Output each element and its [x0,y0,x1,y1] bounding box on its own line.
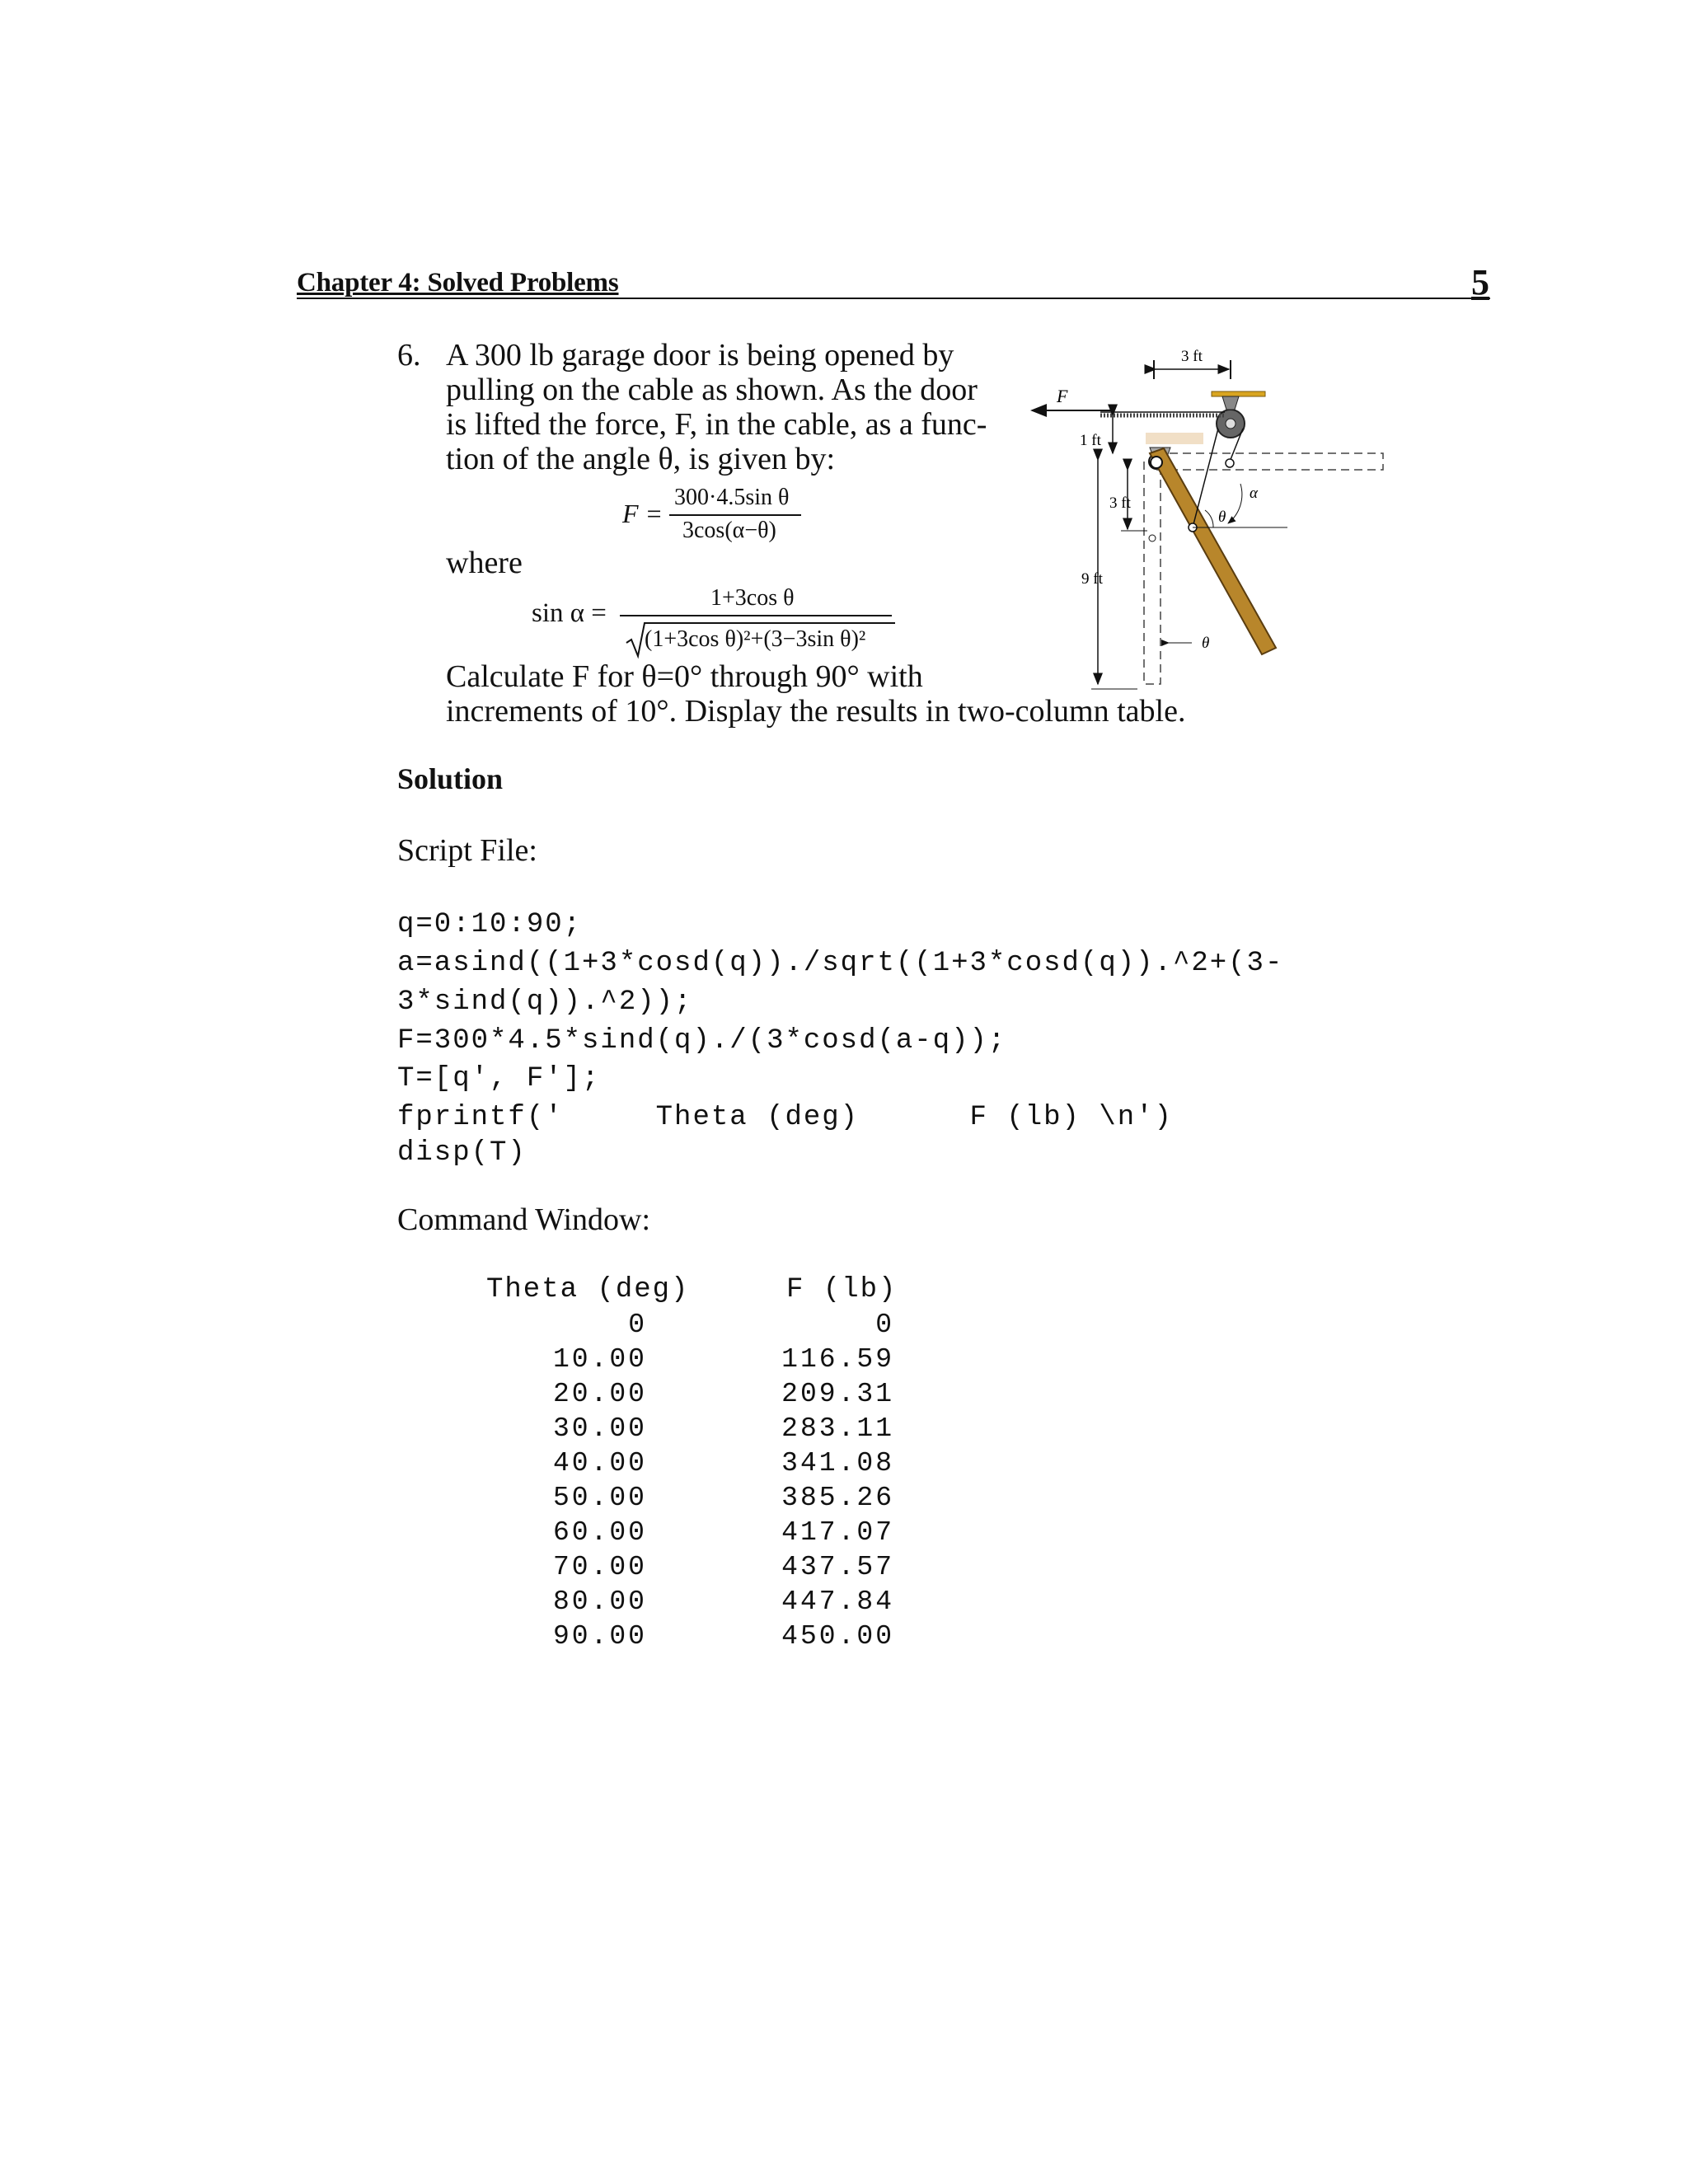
top-pad [1146,433,1203,444]
table-cell-force: 341.08 [781,1448,894,1479]
table-cell-theta: 40.00 [552,1448,647,1479]
table-cell-theta: 30.00 [552,1413,647,1444]
garage-door [1150,448,1276,654]
problem-line-3: is lifted the force, F, in the cable, as a func- [446,407,987,442]
dim-3ft-top-label: 3 ft [1181,348,1203,365]
formula-f-numerator: 300·4.5sin θ [674,485,790,510]
table-header-force: F (lb) [786,1274,898,1305]
theta-label-lower: θ [1202,635,1210,652]
where-text: where [446,546,523,580]
script-file-label: Script File: [397,833,537,868]
table-cell-theta: 0 [628,1310,647,1340]
table-cell-theta: 70.00 [552,1552,647,1582]
formula-alpha-fraction-bar [620,615,892,616]
table-cell-theta: 50.00 [552,1483,647,1513]
formula-alpha-numerator: 1+3cos θ [710,585,795,611]
code-line-4: F=300*4.5*sind(q)./(3*cosd(a-q)); [397,1025,1007,1057]
table-cell-force: 437.57 [781,1552,894,1582]
code-line-6: fprintf(' Theta (deg) F (lb) \n') [397,1102,1173,1133]
code-line-1: q=0:10:90; [397,909,583,940]
table-cell-force: 385.26 [781,1483,894,1513]
code-line-7: disp(T) [397,1137,527,1169]
command-window-label: Command Window: [397,1202,651,1237]
formula-alpha-lhs: sin α = [532,598,607,628]
table-cell-force: 447.84 [781,1586,894,1617]
table-header-theta: Theta (deg) [486,1274,690,1305]
solution-heading: Solution [397,762,504,795]
code-line-3: 3*sind(q)).^2)); [397,987,693,1018]
formula-alpha-denominator: (1+3cos θ)²+(3−3sin θ)² [645,626,866,652]
theta-label-upper: θ [1218,509,1226,526]
table-cell-theta: 10.00 [552,1344,647,1375]
calc-line-1: Calculate F for θ=0° through 90° with [446,659,923,694]
header-rule [297,298,1490,299]
alpha-label: α [1250,485,1258,502]
table-cell-force: 116.59 [781,1344,894,1375]
door-track [1156,453,1383,470]
page-number: 5 [1471,262,1489,302]
garage-door-diagram [1022,346,1401,696]
table-cell-force: 450.00 [781,1621,894,1652]
code-line-5: T=[q', F']; [397,1063,601,1094]
calc-line-2: increments of 10°. Display the results in two-column table. [446,694,1186,729]
formula-f-lhs: F = [622,499,663,528]
formula-f-fraction-bar [669,514,801,516]
force-label: F [1057,386,1068,406]
table-cell-force: 283.11 [781,1413,894,1444]
code-line-2: a=asind((1+3*cosd(q))./sqrt((1+3*cosd(q)).^2+(3- [397,948,1284,979]
dim-3ft-label: 3 ft [1109,494,1131,512]
problem-number: 6. [397,338,421,373]
table-cell-force: 209.31 [781,1379,894,1409]
table-cell-force: 0 [875,1310,894,1340]
problem-line-4: tion of the angle θ, is given by: [446,442,836,476]
table-cell-theta: 80.00 [552,1586,647,1617]
wall-bracket [1212,391,1265,396]
table-cell-theta: 90.00 [552,1621,647,1652]
table-cell-force: 417.07 [781,1517,894,1548]
table-cell-theta: 20.00 [552,1379,647,1409]
table-cell-theta: 60.00 [552,1517,647,1548]
problem-line-2: pulling on the cable as shown. As the door [446,373,978,407]
formula-f-denominator: 3cos(α−θ) [682,518,776,543]
problem-line-1: A 300 lb garage door is being opened by [446,338,954,373]
chapter-title: Chapter 4: Solved Problems [297,268,619,298]
dim-1ft-label: 1 ft [1080,432,1101,449]
dim-9ft-label: 9 ft [1081,570,1103,588]
